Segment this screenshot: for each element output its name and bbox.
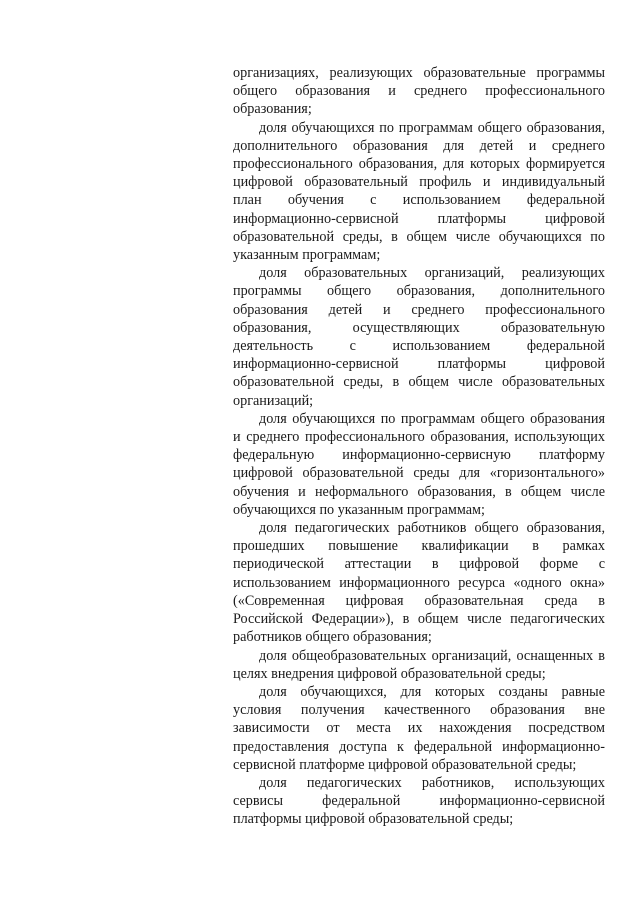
text-column (233, 64, 605, 829)
paragraph-digital-profile-share: доля обучающихся по программам общего образования, дополнительного образования для детей и среднего профессионального образования, для которых формируется цифровой образовательный профиль и индивидуальный план обучения с использованием федеральной информационно-сервисной платформы цифровой образовательной среды, в общем числе обучающихся по указанным программам; (233, 119, 605, 264)
paragraph-equipped-schools-share: доля общеобразовательных организаций, оснащенных в целях внедрения цифровой образовательной среды; (233, 647, 605, 682)
paragraph-equal-access-share: доля обучающихся, для которых созданы равные условия получения качественного образования вне зависимости от места их нахождения посредством предоставления доступа к федеральной информационно-сервисной платформе цифровой образовательной среды; (233, 683, 605, 773)
paragraph-horizontal-learning-share: доля обучающихся по программам общего образования и среднего профессионального образования, использующих федеральную информационно-сервисную платформу цифровой образовательной среды для «горизонтального» обучения и неформального образования, в общем числе обучающихся по указанным программам; (233, 410, 605, 518)
paragraph-continuation: организациях, реализующих образовательные программы общего образования и среднего профессионального образования; (233, 65, 605, 118)
paragraph-teacher-qualification-share: доля педагогических работников общего образования, прошедших повышение квалификации в рамках периодической аттестации в цифровой форме с использованием информационного ресурса «одного окна» («Современная цифровая образовательная среда в Российской Федерации»), в общем числе педагогических работников общего образования; (233, 520, 605, 646)
paragraph-teachers-using-services-share: доля педагогических работников, использующих сервисы федеральной информационно-сервисной платформы цифровой образовательной среды; (233, 774, 605, 828)
paragraph-organizations-share: доля образовательных организаций, реализующих программы общего образования, дополнительного образования детей и среднего профессионального образования, осуществляющих образовательную деятельность с использованием федеральной информационно-сервисной платформы цифровой образовательной среды, в общем числе образовательных организаций; (233, 265, 605, 409)
